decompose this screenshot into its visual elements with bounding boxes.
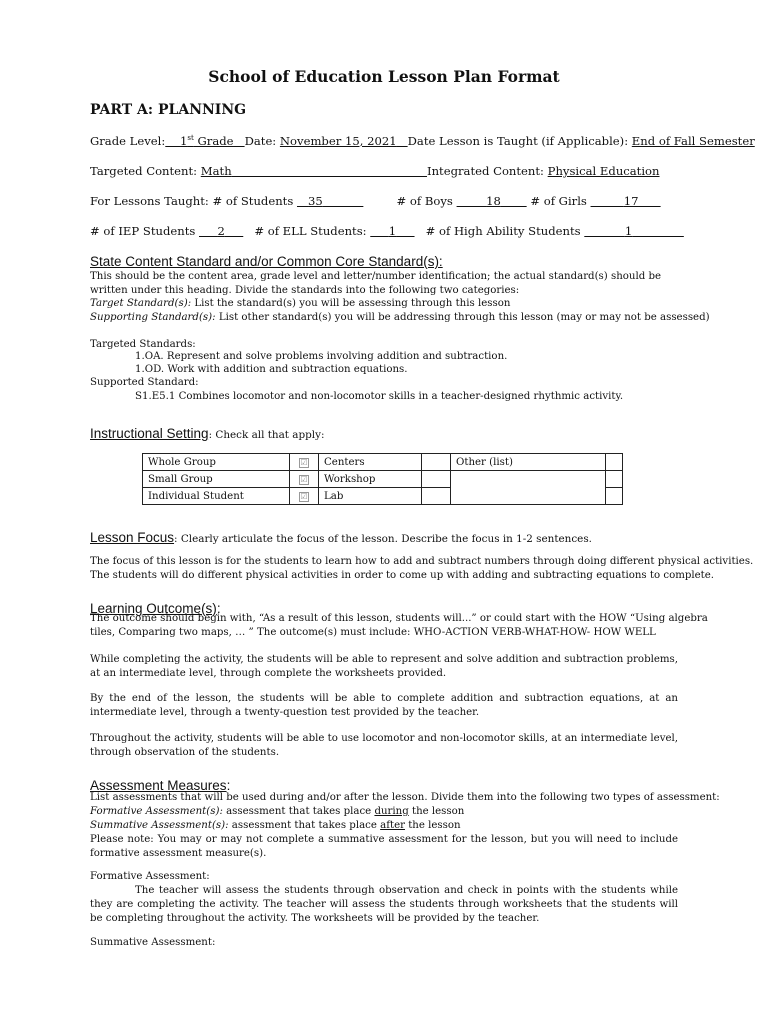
- setting-label: Centers: [319, 454, 422, 471]
- outcomes-heading-line: Learning Outcome(s):: [90, 601, 221, 616]
- standards-intro: This should be the content area, grade level and letter/number identification; the actual standard(s) should be written under this heading. Divide the standards into the following two categories:: [90, 271, 662, 296]
- outcome-paragraph: Throughout the activity, students will be able to use locomotor and non-locomotor skills, at an intermediate level, through observation of the students.: [90, 733, 678, 758]
- iep-line: [90, 224, 684, 238]
- iep-label: # of IEP Students: [90, 224, 196, 238]
- focus-text: The students will do different physical activities in order to come up with adding and subtracting equations to complete.: [90, 570, 715, 581]
- checkbox-icon: ☑: [300, 474, 308, 484]
- setting-checkbox[interactable]: [606, 488, 623, 505]
- outcome-paragraph: By the end of the lesson, the students will be able to complete addition and subtraction equations, at an intermediate level, through a twenty-question test provided by the teacher.: [90, 693, 678, 718]
- formative-heading: Formative Assessment:: [90, 871, 210, 882]
- table-row: [143, 471, 623, 488]
- assessment-heading-line: Assessment Measures:: [90, 778, 231, 793]
- document-title: School of Education Lesson Plan Format: [208, 67, 560, 86]
- setting-checkbox[interactable]: [422, 471, 451, 488]
- setting-note: : Check all that apply:: [208, 429, 325, 441]
- students-line: [90, 194, 661, 208]
- integrated-content-label: Integrated Content:: [427, 164, 544, 178]
- setting-label: Small Group: [143, 471, 290, 488]
- other-list-field[interactable]: [451, 471, 606, 505]
- high-ability-label: # of High Ability Students: [425, 224, 581, 238]
- boys-value: 18: [486, 194, 501, 208]
- summative-heading: Summative Assessment:: [90, 937, 216, 948]
- integrated-content-value: Physical Education: [547, 164, 660, 178]
- taught-label: Date Lesson is Taught (if Applicable):: [407, 134, 629, 148]
- setting-checkbox[interactable]: [290, 488, 319, 505]
- ell-value: 1: [388, 224, 397, 238]
- setting-checkbox[interactable]: [422, 454, 451, 471]
- setting-heading: Instructional Setting: [90, 426, 209, 441]
- grade-value: 1st Grade: [180, 134, 234, 148]
- outcomes-heading: Learning Outcome(s): [90, 601, 217, 616]
- students-value: 35: [308, 194, 323, 208]
- setting-checkbox[interactable]: [422, 488, 451, 505]
- setting-label: Whole Group: [143, 454, 290, 471]
- assessment-intro: List assessments that will be used during and/or after the lesson. Divide them into the following two types of assessment:: [90, 792, 720, 803]
- ell-label: # of ELL Students:: [254, 224, 367, 238]
- setting-checkbox[interactable]: [606, 454, 623, 471]
- taught-value: End of Fall Semester: [631, 134, 755, 148]
- focus-heading: Lesson Focus: [90, 530, 175, 545]
- target-standard-note: Target Standard(s): List the standard(s) you will be assessing through this lesson: [90, 298, 511, 309]
- other-list-label: Other (list): [451, 454, 606, 471]
- girls-label: # of Girls: [530, 194, 587, 208]
- setting-label: Individual Student: [143, 488, 290, 505]
- grade-label: Grade Level:: [90, 134, 166, 148]
- part-heading: PART A: PLANNING: [90, 102, 247, 118]
- students-label: For Lessons Taught: # of Students: [90, 194, 294, 208]
- standards-heading: State Content Standard and/or Common Core Standard(s):: [90, 254, 443, 269]
- setting-label: Workshop: [319, 471, 422, 488]
- targeted-standards-heading: Targeted Standards:: [90, 339, 196, 350]
- assessment-note: Please note: You may or may not complete a summative assessment for the lesson, but you will need to include formative assessment measure(s).: [90, 834, 678, 859]
- formative-text: The teacher will assess the students through observation and check in points with the students while they are completing the activity. The teacher will assess the students through worksheets that the students will be completing throughout the activity. The worksheets will be provided by the teacher.: [90, 885, 678, 924]
- outcome-paragraph: While completing the activity, the students will be able to represent and solve addition and subtraction problems, at an intermediate level, through complete the worksheets provided.: [90, 654, 678, 679]
- setting-heading-line: [90, 423, 324, 442]
- outcomes-intro: tiles, Comparing two maps, … ” The outcome(s) must include: WHO-ACTION VERB-WHAT-HOW- HOW WELL: [90, 627, 656, 638]
- targeted-standard-item: 1.OD. Work with addition and subtraction equations.: [135, 364, 408, 375]
- girls-value: 17: [623, 194, 639, 208]
- checkbox-icon: ☑: [300, 491, 308, 501]
- targeted-standard-item: 1.OA. Represent and solve problems involving addition and subtraction.: [135, 351, 508, 362]
- boys-label: # of Boys: [396, 194, 453, 208]
- setting-label: Lab: [319, 488, 422, 505]
- targeted-content-value: Math: [200, 164, 232, 178]
- supported-standard-heading: Supported Standard:: [90, 377, 199, 388]
- focus-text: The focus of this lesson is for the students to learn how to add and subtract numbers through doing different physical activities.: [90, 556, 754, 567]
- focus-note: : Clearly articulate the focus of the lesson. Describe the focus in 1-2 sentences.: [174, 533, 592, 545]
- setting-checkbox[interactable]: [606, 471, 623, 488]
- assessment-heading: Assessment Measures: [90, 778, 227, 793]
- formative-definition: Formative Assessment(s): assessment that takes place during the lesson: [90, 806, 465, 817]
- summative-definition: Summative Assessment(s): assessment that takes place after the lesson: [90, 820, 461, 831]
- targeted-content-label: Targeted Content:: [90, 164, 198, 178]
- setting-checkbox[interactable]: [290, 471, 319, 488]
- content-line: [90, 164, 660, 178]
- table-row: [143, 454, 623, 471]
- high-ability-value: 1: [624, 224, 633, 238]
- setting-table: [142, 453, 623, 505]
- supported-standard-item: S1.E5.1 Combines locomotor and non-locomotor skills in a teacher-designed rhythmic activity.: [135, 391, 624, 402]
- checkbox-icon: ☑: [300, 457, 308, 467]
- iep-value: 2: [217, 224, 225, 238]
- focus-heading-line: [90, 527, 592, 546]
- supporting-standard-note: Supporting Standard(s): List other standard(s) you will be addressing through this lesson (may or may not be assessed): [90, 312, 710, 323]
- date-label: Date:: [244, 134, 277, 148]
- outcomes-intro: The outcome should begin with, “As a result of this lesson, students will...” or could start with the HOW “Using algebra: [90, 613, 708, 624]
- grade-line: [90, 134, 755, 148]
- date-value: November 15, 2021: [279, 134, 397, 148]
- setting-checkbox[interactable]: [290, 454, 319, 471]
